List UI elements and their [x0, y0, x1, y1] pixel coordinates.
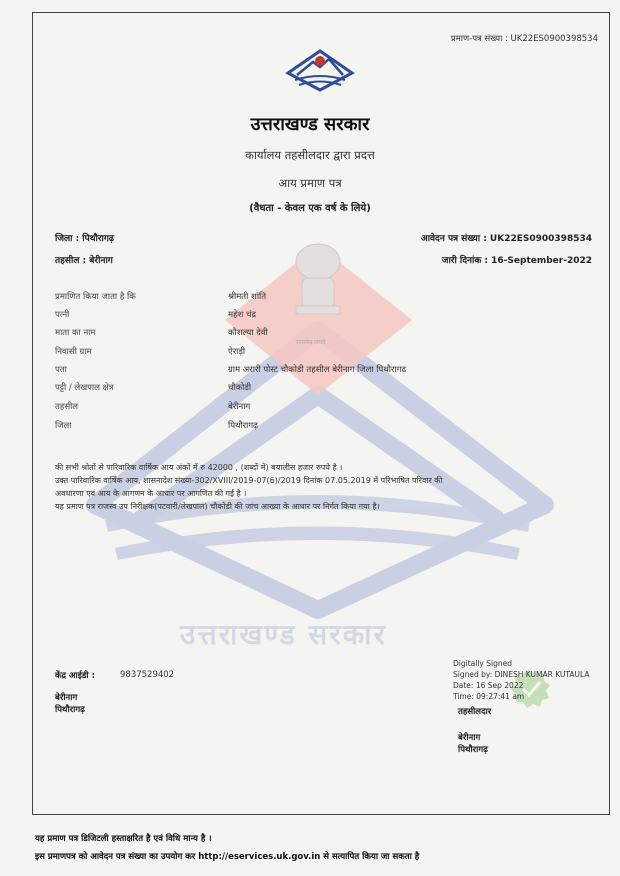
emblem-caption: सत्यमेव जयते [296, 339, 326, 346]
detail-value: कौशल्या देवी [228, 328, 268, 338]
detail-label: पट्टी / लेखपाल क्षेत्र [55, 383, 114, 393]
signatory-district: पिथौरागढ़ [458, 745, 488, 755]
signatory-designation: तहसीलदार [458, 707, 492, 717]
government-title: उत्तराखण्ड सरकार [250, 114, 370, 135]
kendra-id: 9837529402 [120, 670, 175, 680]
detail-label: जिला [55, 421, 72, 431]
detail-value: ग्राम अरारी पोस्ट चौकोडी तहसील बेरीनाग जिला पिथौरागढ [228, 365, 407, 375]
detail-label: पता [55, 365, 67, 375]
signature-line: Signed by: DINESH KUMAR KUTAULA [453, 670, 590, 679]
signatory-place: बेरीनाग [458, 733, 481, 743]
watermark-text: उत्तराखण्ड सरकार [180, 618, 387, 651]
footer-line: यह प्रमाण पत्र डिजिटली हस्ताक्षरित है एवं विधि मान्य है । [35, 834, 212, 844]
detail-label: प्रमाणित किया जाता है कि [55, 292, 136, 302]
digital-signature-block [453, 658, 590, 702]
kendra-label: केंद्र आईडी : [55, 671, 95, 681]
signature-line: Time: 09:27:41 am [453, 692, 525, 701]
detail-label: माता का नाम [55, 328, 96, 338]
office-subtitle: कार्यालय तहसीलदार द्वारा प्रदत्त [245, 148, 375, 162]
application-number: आवेदन पत्र संख्या : UK22ES0900398534 [420, 234, 592, 244]
certificate-number: प्रमाण-पत्र संख्या : UK22ES0900398534 [450, 34, 598, 44]
body-line: की सभी श्रोतों से पारिवारिक वार्षिक आय अंकों में रु 42000 , (शब्दों में) बयालीस हजार रुपये है । [55, 463, 343, 472]
detail-value: श्रीमती शांति [228, 292, 267, 302]
footer-line: इस प्रमाणपत्र को आवेदन पत्र संख्या का उपयोग कर http://eservices.uk.gov.in से सत्यापित किया जा सकता है [35, 852, 420, 862]
district-label: जिला : पिथौरागढ़ [55, 234, 114, 244]
validity-note: (वैधता - केवल एक वर्ष के लिये) [249, 203, 371, 214]
detail-label: निवासी ग्राम [55, 347, 92, 357]
uttarakhand-emblem-icon [285, 48, 355, 98]
detail-value: बेरीनाग [228, 402, 251, 412]
signature-line: Digitally Signed [453, 659, 512, 668]
signature-line: Date: 16 Sep 2022 [453, 681, 524, 690]
body-line: अवधारणा एवं आय के आगणन के आधार पर आगणित की गई है । [55, 489, 247, 498]
detail-value: पिथौरागढ़ [228, 421, 258, 431]
detail-value: महेश चंद्र [228, 310, 256, 320]
detail-value: ऐराड़ी [228, 347, 246, 357]
left-place: बेरीनाग [55, 693, 78, 703]
detail-label: तहसील [55, 402, 79, 412]
body-line: उक्त पारिवारिक वार्षिक आय, शासनादेश संख्या-302/XVIII/2019-07(6)/2019 दिनांक 07.05.2019 में परिभाषित परिवार की [55, 476, 443, 485]
detail-label: पत्नी [55, 310, 70, 320]
left-district: पिथौरागढ़ [55, 705, 85, 715]
tehsil-label: तहसील : बेरीनाग [55, 256, 113, 266]
body-line: यह प्रमाण पत्र राजस्व उप निरीक्षक(पटवारी/लेखपाल) चौकोडी की जांच आख्या के आधार पर निर्गत किया गया है। [55, 502, 380, 511]
document-type: आय प्रमाण पत्र [278, 176, 342, 190]
detail-value: चौकोडी [228, 383, 252, 393]
issue-date: जारी दिनांक : 16-September-2022 [441, 256, 592, 266]
